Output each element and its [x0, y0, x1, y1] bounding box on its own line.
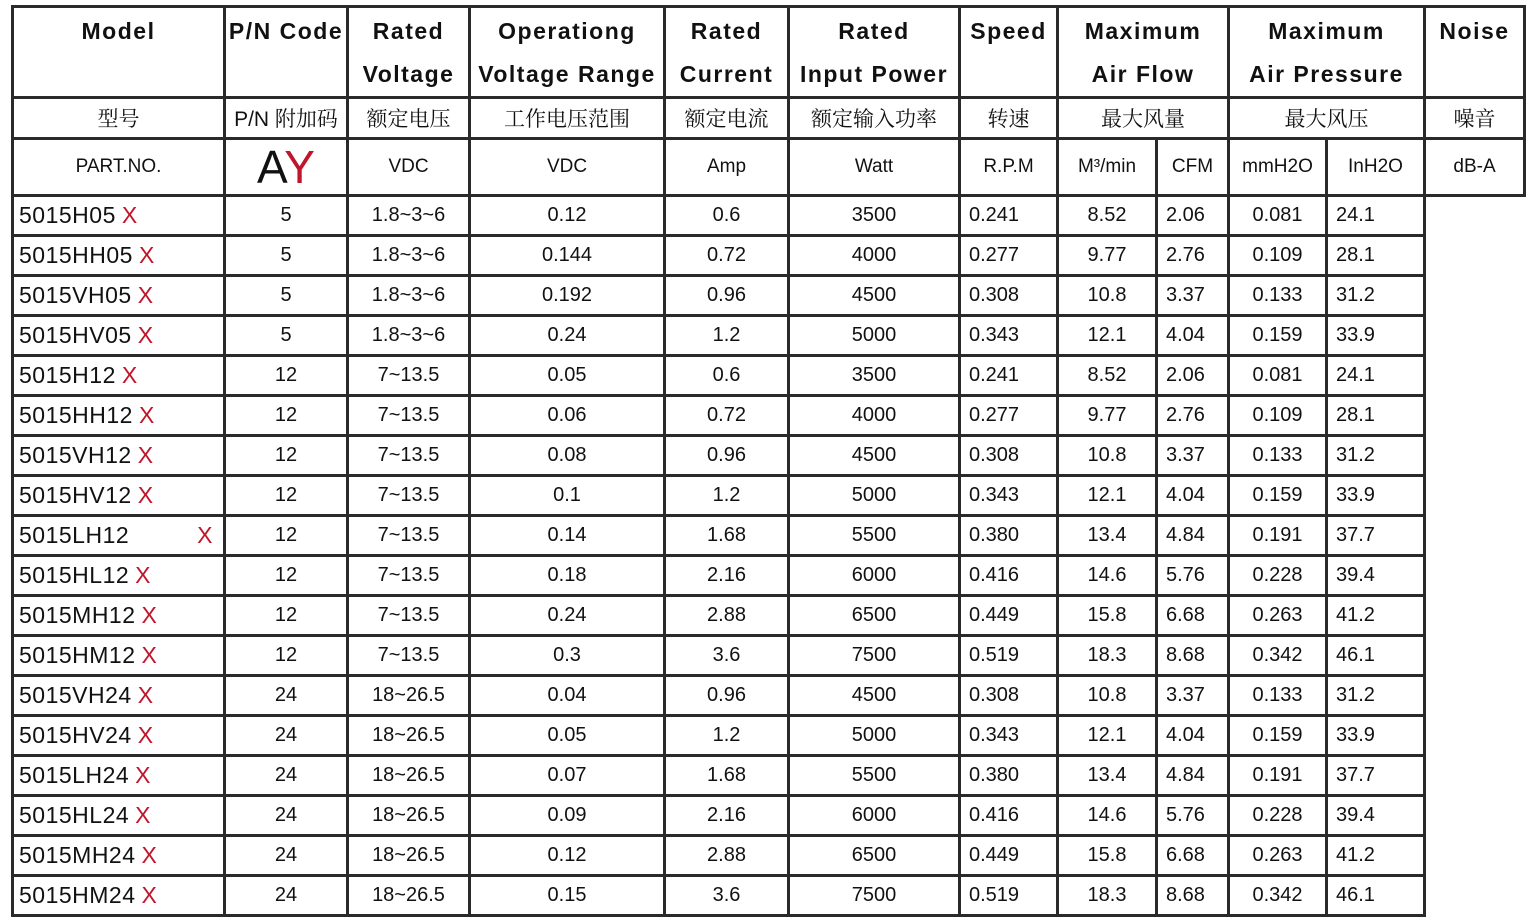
- table-body: [13, 196, 1525, 916]
- cell-noise: 31.2: [1327, 276, 1425, 316]
- cell-rated-current: 0.24: [470, 316, 665, 356]
- model-number: 5015HV12: [19, 482, 132, 508]
- cell-air-flow-m3: 0.241: [960, 196, 1058, 236]
- x-mark: X: [138, 402, 155, 428]
- cell-speed: 4500: [789, 276, 960, 316]
- cell-pressure-mmh2o: 2.76: [1157, 396, 1229, 436]
- cell-pressure-inh2o: 0.133: [1229, 676, 1327, 716]
- x-mark: X: [137, 322, 154, 348]
- cell-model: [13, 516, 225, 556]
- cn-model: 型号: [13, 98, 225, 139]
- cell-speed: 6000: [789, 796, 960, 836]
- cell-air-flow-cfm: 14.6: [1058, 796, 1157, 836]
- cell-speed: 7500: [789, 636, 960, 676]
- fan-spec-table: [11, 5, 1526, 917]
- cell-air-flow-cfm: 18.3: [1058, 636, 1157, 676]
- x-mark: X: [137, 682, 154, 708]
- header-cn-row: [13, 98, 1525, 139]
- cell-speed: 4500: [789, 676, 960, 716]
- cell-air-flow-m3: 0.449: [960, 836, 1058, 876]
- cell-speed: 3500: [789, 196, 960, 236]
- cell-voltage-range: 1.8~3~6: [348, 276, 470, 316]
- cell-rated-voltage: 5: [225, 236, 348, 276]
- cell-rated-voltage: 12: [225, 636, 348, 676]
- cell-pressure-mmh2o: 4.04: [1157, 316, 1229, 356]
- cell-speed: 5000: [789, 476, 960, 516]
- model-number: 5015HH05: [19, 242, 133, 268]
- col-pn-code: P/N Code: [225, 7, 348, 98]
- cell-rated-current: 0.14: [470, 516, 665, 556]
- cell-model: [13, 356, 225, 396]
- table-row: [13, 596, 1525, 636]
- cell-input-power: 0.96: [665, 676, 789, 716]
- cell-pressure-inh2o: 0.159: [1229, 316, 1327, 356]
- x-mark: X: [137, 442, 154, 468]
- cell-model: [13, 756, 225, 796]
- cell-air-flow-cfm: 10.8: [1058, 436, 1157, 476]
- header-en-row: [13, 7, 1525, 98]
- model-number: 5015VH12: [19, 442, 132, 468]
- table-row: [13, 836, 1525, 876]
- cell-air-flow-cfm: 9.77: [1058, 236, 1157, 276]
- col-model: Model: [13, 7, 225, 98]
- cell-air-flow-m3: 0.343: [960, 716, 1058, 756]
- cn-input-power: 额定输入功率: [789, 98, 960, 139]
- x-mark: X: [135, 562, 151, 588]
- cell-model: [13, 276, 225, 316]
- cell-rated-current: 0.15: [470, 876, 665, 916]
- cell-speed: 4000: [789, 396, 960, 436]
- cell-model: [13, 876, 225, 916]
- table-row: [13, 356, 1525, 396]
- cell-input-power: 2.88: [665, 596, 789, 636]
- cell-pressure-inh2o: 0.081: [1229, 196, 1327, 236]
- cell-pressure-mmh2o: 3.37: [1157, 676, 1229, 716]
- cell-speed: 3500: [789, 356, 960, 396]
- cn-rated-voltage: 额定电压: [348, 98, 470, 139]
- cell-air-flow-cfm: 9.77: [1058, 396, 1157, 436]
- pn-code-cell: [225, 139, 348, 196]
- cell-rated-voltage: 5: [225, 196, 348, 236]
- cell-rated-voltage: 12: [225, 396, 348, 436]
- unit-vdc: VDC: [348, 139, 470, 196]
- cell-pressure-mmh2o: 2.06: [1157, 196, 1229, 236]
- cell-noise: 41.2: [1327, 836, 1425, 876]
- cell-rated-current: 0.192: [470, 276, 665, 316]
- cell-speed: 6000: [789, 556, 960, 596]
- cell-air-flow-m3: 0.241: [960, 356, 1058, 396]
- model-number: 5015MH12: [19, 602, 136, 628]
- cell-pressure-inh2o: 0.191: [1229, 516, 1327, 556]
- col-rated-current: Rated Current: [665, 7, 789, 98]
- table-row: [13, 196, 1525, 236]
- cell-air-flow-cfm: 10.8: [1058, 676, 1157, 716]
- col-air-pressure: Maximum Air Pressure: [1229, 7, 1425, 98]
- cell-speed: 6500: [789, 596, 960, 636]
- cell-speed: 7500: [789, 876, 960, 916]
- cell-rated-current: 0.06: [470, 396, 665, 436]
- cell-voltage-range: 1.8~3~6: [348, 196, 470, 236]
- cell-rated-current: 0.24: [470, 596, 665, 636]
- cell-air-flow-cfm: 13.4: [1058, 516, 1157, 556]
- cell-air-flow-cfm: 8.52: [1058, 356, 1157, 396]
- cell-input-power: 1.2: [665, 316, 789, 356]
- cell-pressure-mmh2o: 4.04: [1157, 716, 1229, 756]
- model-number: 5015HH12: [19, 402, 133, 428]
- cell-rated-current: 0.144: [470, 236, 665, 276]
- cell-rated-current: 0.1: [470, 476, 665, 516]
- x-mark: X: [197, 522, 213, 548]
- cell-noise: 39.4: [1327, 796, 1425, 836]
- cell-voltage-range: 7~13.5: [348, 636, 470, 676]
- cell-noise: 24.1: [1327, 196, 1425, 236]
- cell-rated-voltage: 24: [225, 716, 348, 756]
- cell-rated-voltage: 12: [225, 516, 348, 556]
- cell-noise: 37.7: [1327, 756, 1425, 796]
- cell-pressure-inh2o: 0.133: [1229, 276, 1327, 316]
- cn-air-pressure: 最大风压: [1229, 98, 1425, 139]
- cell-pressure-inh2o: 0.263: [1229, 836, 1327, 876]
- cn-voltage-range: 工作电压范围: [470, 98, 665, 139]
- cell-rated-voltage: 24: [225, 796, 348, 836]
- cell-air-flow-cfm: 15.8: [1058, 836, 1157, 876]
- cell-voltage-range: 18~26.5: [348, 796, 470, 836]
- cell-air-flow-m3: 0.449: [960, 596, 1058, 636]
- cell-input-power: 1.2: [665, 716, 789, 756]
- cell-pressure-mmh2o: 4.84: [1157, 756, 1229, 796]
- cell-speed: 4000: [789, 236, 960, 276]
- cell-air-flow-cfm: 12.1: [1058, 476, 1157, 516]
- cell-model: [13, 556, 225, 596]
- model-number: 5015MH24: [19, 842, 136, 868]
- cell-pressure-inh2o: 0.109: [1229, 236, 1327, 276]
- cell-air-flow-m3: 0.416: [960, 796, 1058, 836]
- col-input-power: Rated Input Power: [789, 7, 960, 98]
- cell-voltage-range: 18~26.5: [348, 676, 470, 716]
- cell-rated-current: 0.12: [470, 196, 665, 236]
- cell-rated-current: 0.04: [470, 676, 665, 716]
- cell-rated-current: 0.08: [470, 436, 665, 476]
- table-row: [13, 316, 1525, 356]
- table-row: [13, 716, 1525, 756]
- cell-noise: 28.1: [1327, 236, 1425, 276]
- cell-rated-current: 0.07: [470, 756, 665, 796]
- cell-voltage-range: 18~26.5: [348, 876, 470, 916]
- cell-rated-voltage: 12: [225, 556, 348, 596]
- table-row: [13, 876, 1525, 916]
- model-number: 5015LH12: [19, 522, 130, 548]
- cell-input-power: 0.96: [665, 276, 789, 316]
- cell-rated-current: 0.18: [470, 556, 665, 596]
- cell-input-power: 0.72: [665, 396, 789, 436]
- cell-pressure-inh2o: 0.342: [1229, 636, 1327, 676]
- cell-pressure-mmh2o: 6.68: [1157, 596, 1229, 636]
- cell-rated-voltage: 12: [225, 356, 348, 396]
- cn-rated-current: 额定电流: [665, 98, 789, 139]
- table-row: [13, 396, 1525, 436]
- cell-rated-voltage: 5: [225, 276, 348, 316]
- cell-voltage-range: 7~13.5: [348, 476, 470, 516]
- cell-rated-voltage: 12: [225, 596, 348, 636]
- table-row: [13, 516, 1525, 556]
- cell-pressure-inh2o: 0.159: [1229, 476, 1327, 516]
- cell-rated-voltage: 24: [225, 676, 348, 716]
- x-mark: X: [141, 882, 158, 908]
- cell-noise: 24.1: [1327, 356, 1425, 396]
- cell-model: [13, 436, 225, 476]
- unit-m3min: M³/min: [1058, 139, 1157, 196]
- table-row: [13, 436, 1525, 476]
- table-row: [13, 556, 1525, 596]
- cell-voltage-range: 1.8~3~6: [348, 316, 470, 356]
- model-number: 5015HV05: [19, 322, 132, 348]
- x-mark: X: [138, 242, 155, 268]
- units-row: [13, 139, 1525, 196]
- model-number: 5015H05: [19, 202, 116, 228]
- unit-vdc-range: VDC: [470, 139, 665, 196]
- model-number: 5015VH05: [19, 282, 132, 308]
- cell-input-power: 2.16: [665, 796, 789, 836]
- cell-pressure-inh2o: 0.191: [1229, 756, 1327, 796]
- cell-air-flow-cfm: 14.6: [1058, 556, 1157, 596]
- cell-pressure-inh2o: 0.342: [1229, 876, 1327, 916]
- cell-noise: 46.1: [1327, 636, 1425, 676]
- cell-rated-voltage: 5: [225, 316, 348, 356]
- cell-input-power: 1.68: [665, 516, 789, 556]
- unit-amp: Amp: [665, 139, 789, 196]
- model-number: 5015HL24: [19, 802, 130, 828]
- cell-pressure-inh2o: 0.228: [1229, 796, 1327, 836]
- cell-input-power: 0.6: [665, 356, 789, 396]
- cell-voltage-range: 7~13.5: [348, 436, 470, 476]
- cell-model: [13, 796, 225, 836]
- cell-model: [13, 636, 225, 676]
- cell-air-flow-m3: 0.343: [960, 476, 1058, 516]
- cell-air-flow-m3: 0.308: [960, 436, 1058, 476]
- cell-pressure-inh2o: 0.263: [1229, 596, 1327, 636]
- cell-model: [13, 396, 225, 436]
- cell-voltage-range: 7~13.5: [348, 596, 470, 636]
- table-row: [13, 756, 1525, 796]
- cell-input-power: 0.72: [665, 236, 789, 276]
- cell-noise: 46.1: [1327, 876, 1425, 916]
- cell-rated-voltage: 24: [225, 836, 348, 876]
- cell-noise: 41.2: [1327, 596, 1425, 636]
- cell-input-power: 2.88: [665, 836, 789, 876]
- cell-pressure-mmh2o: 2.06: [1157, 356, 1229, 396]
- cell-voltage-range: 7~13.5: [348, 356, 470, 396]
- cell-rated-current: 0.12: [470, 836, 665, 876]
- x-mark: X: [121, 202, 138, 228]
- cell-voltage-range: 7~13.5: [348, 396, 470, 436]
- cell-model: [13, 676, 225, 716]
- cell-input-power: 1.68: [665, 756, 789, 796]
- table-row: [13, 276, 1525, 316]
- cell-model: [13, 316, 225, 356]
- cell-pressure-inh2o: 0.133: [1229, 436, 1327, 476]
- cell-pressure-mmh2o: 4.04: [1157, 476, 1229, 516]
- cell-rated-voltage: 24: [225, 876, 348, 916]
- x-mark: X: [141, 642, 158, 668]
- cell-speed: 5000: [789, 316, 960, 356]
- cell-noise: 31.2: [1327, 436, 1425, 476]
- unit-dba: dB-A: [1425, 139, 1525, 196]
- cell-noise: 28.1: [1327, 396, 1425, 436]
- unit-rpm: R.P.M: [960, 139, 1058, 196]
- cell-speed: 5500: [789, 516, 960, 556]
- cell-air-flow-cfm: 15.8: [1058, 596, 1157, 636]
- unit-mmh2o: mmH2O: [1229, 139, 1327, 196]
- cell-model: [13, 836, 225, 876]
- cell-model: [13, 476, 225, 516]
- model-number: 5015VH24: [19, 682, 132, 708]
- cell-input-power: 0.6: [665, 196, 789, 236]
- model-number: 5015HL12: [19, 562, 130, 588]
- cell-pressure-inh2o: 0.109: [1229, 396, 1327, 436]
- cell-air-flow-m3: 0.308: [960, 276, 1058, 316]
- cell-pressure-mmh2o: 5.76: [1157, 796, 1229, 836]
- cell-air-flow-m3: 0.519: [960, 876, 1058, 916]
- cell-input-power: 3.6: [665, 876, 789, 916]
- x-mark: X: [135, 762, 151, 788]
- table-row: [13, 476, 1525, 516]
- pn-code-a: A: [257, 141, 285, 193]
- table-row: [13, 636, 1525, 676]
- x-mark: X: [137, 282, 154, 308]
- cell-rated-current: 0.3: [470, 636, 665, 676]
- cell-noise: 33.9: [1327, 716, 1425, 756]
- unit-inh2o: InH2O: [1327, 139, 1425, 196]
- table-row: [13, 796, 1525, 836]
- cn-air-flow: 最大风量: [1058, 98, 1229, 139]
- cell-pressure-mmh2o: 2.76: [1157, 236, 1229, 276]
- cell-input-power: 0.96: [665, 436, 789, 476]
- cell-input-power: 2.16: [665, 556, 789, 596]
- cell-rated-current: 0.05: [470, 716, 665, 756]
- cell-air-flow-cfm: 13.4: [1058, 756, 1157, 796]
- cell-pressure-mmh2o: 4.84: [1157, 516, 1229, 556]
- model-number: 5015HM12: [19, 642, 136, 668]
- model-number: 5015H12: [19, 362, 116, 388]
- col-speed: Speed: [960, 7, 1058, 98]
- cell-voltage-range: 18~26.5: [348, 716, 470, 756]
- cell-input-power: 1.2: [665, 476, 789, 516]
- cell-noise: 31.2: [1327, 676, 1425, 716]
- cell-noise: 33.9: [1327, 316, 1425, 356]
- col-rated-voltage: Rated Voltage: [348, 7, 470, 98]
- cell-air-flow-m3: 0.416: [960, 556, 1058, 596]
- cell-pressure-inh2o: 0.081: [1229, 356, 1327, 396]
- cell-air-flow-m3: 0.380: [960, 756, 1058, 796]
- cell-air-flow-m3: 0.380: [960, 516, 1058, 556]
- model-number: 5015HV24: [19, 722, 132, 748]
- cell-air-flow-cfm: 12.1: [1058, 316, 1157, 356]
- cn-pn-code: P/N 附加码: [225, 98, 348, 139]
- cell-rated-voltage: 12: [225, 476, 348, 516]
- cn-noise: 噪音: [1425, 98, 1525, 139]
- cell-voltage-range: 18~26.5: [348, 836, 470, 876]
- cell-voltage-range: 7~13.5: [348, 556, 470, 596]
- cell-pressure-inh2o: 0.228: [1229, 556, 1327, 596]
- pn-code-y: Y: [284, 141, 315, 193]
- x-mark: X: [137, 482, 154, 508]
- cell-pressure-mmh2o: 6.68: [1157, 836, 1229, 876]
- cell-model: [13, 236, 225, 276]
- x-mark: X: [135, 802, 151, 828]
- cell-speed: 5000: [789, 716, 960, 756]
- cell-pressure-inh2o: 0.159: [1229, 716, 1327, 756]
- cell-voltage-range: 1.8~3~6: [348, 236, 470, 276]
- cell-model: [13, 196, 225, 236]
- cn-speed: 转速: [960, 98, 1058, 139]
- cell-pressure-mmh2o: 3.37: [1157, 436, 1229, 476]
- cell-air-flow-m3: 0.343: [960, 316, 1058, 356]
- cell-air-flow-m3: 0.277: [960, 236, 1058, 276]
- cell-rated-current: 0.09: [470, 796, 665, 836]
- cell-air-flow-cfm: 10.8: [1058, 276, 1157, 316]
- cell-rated-voltage: 24: [225, 756, 348, 796]
- unit-watt: Watt: [789, 139, 960, 196]
- cell-rated-voltage: 12: [225, 436, 348, 476]
- table-row: [13, 676, 1525, 716]
- cell-speed: 6500: [789, 836, 960, 876]
- cell-pressure-mmh2o: 5.76: [1157, 556, 1229, 596]
- col-voltage-range: Operationg Voltage Range: [470, 7, 665, 98]
- cell-noise: 39.4: [1327, 556, 1425, 596]
- cell-speed: 4500: [789, 436, 960, 476]
- col-air-flow: Maximum Air Flow: [1058, 7, 1229, 98]
- x-mark: X: [141, 842, 158, 868]
- cell-noise: 33.9: [1327, 476, 1425, 516]
- cell-pressure-mmh2o: 8.68: [1157, 636, 1229, 676]
- cell-air-flow-cfm: 12.1: [1058, 716, 1157, 756]
- col-noise: Noise: [1425, 7, 1525, 98]
- model-number: 5015HM24: [19, 882, 136, 908]
- cell-air-flow-cfm: 8.52: [1058, 196, 1157, 236]
- cell-pressure-mmh2o: 3.37: [1157, 276, 1229, 316]
- cell-voltage-range: 18~26.5: [348, 756, 470, 796]
- cell-input-power: 3.6: [665, 636, 789, 676]
- cell-pressure-mmh2o: 8.68: [1157, 876, 1229, 916]
- x-mark: X: [121, 362, 138, 388]
- cell-air-flow-m3: 0.519: [960, 636, 1058, 676]
- cell-air-flow-m3: 0.308: [960, 676, 1058, 716]
- cell-noise: 37.7: [1327, 516, 1425, 556]
- table-row: [13, 236, 1525, 276]
- unit-part-no: PART.NO.: [13, 139, 225, 196]
- unit-cfm: CFM: [1157, 139, 1229, 196]
- cell-speed: 5500: [789, 756, 960, 796]
- x-mark: X: [141, 602, 158, 628]
- cell-voltage-range: 7~13.5: [348, 516, 470, 556]
- x-mark: X: [137, 722, 154, 748]
- cell-air-flow-m3: 0.277: [960, 396, 1058, 436]
- cell-rated-current: 0.05: [470, 356, 665, 396]
- cell-model: [13, 716, 225, 756]
- model-number: 5015LH24: [19, 762, 130, 788]
- cell-model: [13, 596, 225, 636]
- cell-air-flow-cfm: 18.3: [1058, 876, 1157, 916]
